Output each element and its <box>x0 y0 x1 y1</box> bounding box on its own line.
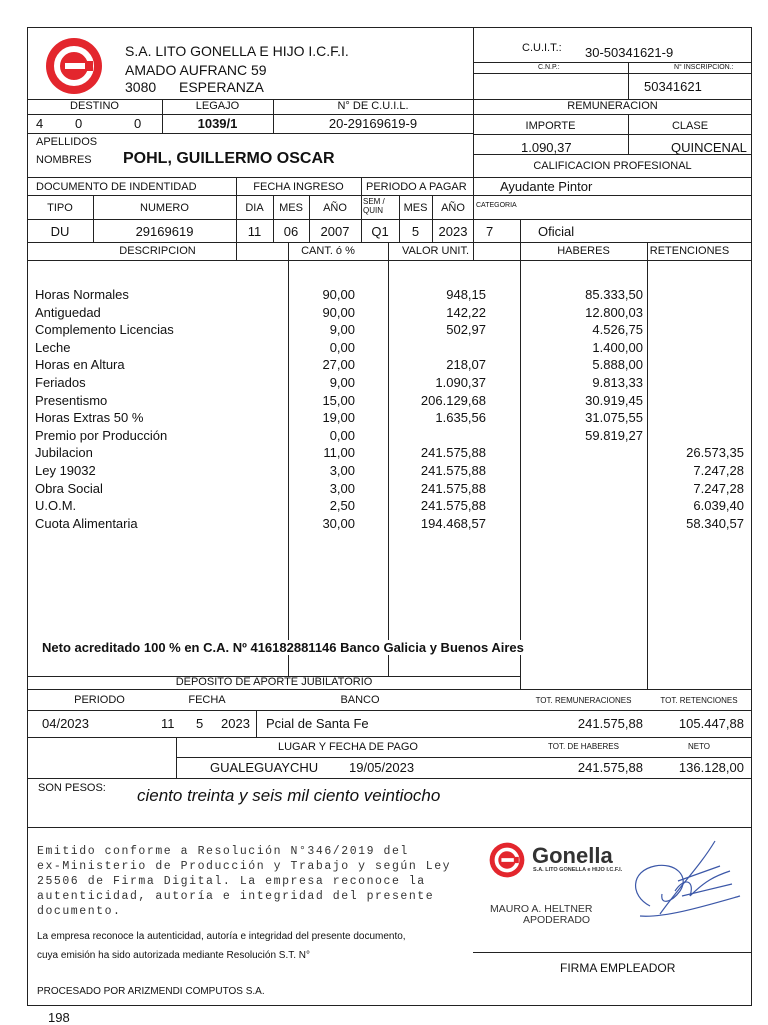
table-row-ret: 7.247,28 <box>693 462 744 478</box>
col-haberes: HABERES <box>557 245 610 257</box>
table-row-valor: 241.575,88 <box>420 445 486 461</box>
cuit-label: C.U.I.T.: <box>522 42 562 54</box>
calificacion-value: Ayudante Pintor <box>500 179 593 194</box>
periodo-label: PERIODO A PAGAR <box>366 181 467 193</box>
tipo-label: TIPO <box>47 202 73 214</box>
table-row-desc: Obra Social <box>35 480 103 496</box>
table-row-haberes <box>522 480 643 498</box>
tot-hab-value: 241.575,88 <box>577 760 643 775</box>
tot-ret-value: 105.447,88 <box>678 716 744 731</box>
cuil-label: N° DE C.U.I.L. <box>337 100 409 112</box>
gonella-logo-word: Gonella <box>532 843 613 868</box>
periodo-sq: Q1 <box>371 224 389 239</box>
ingreso-mes: 06 <box>283 224 299 239</box>
company-zip: 3080 <box>125 79 157 95</box>
table-row-haberes: 4.526,75 <box>592 322 643 338</box>
table-row-ret <box>649 392 744 410</box>
table-row-cant: 3,00 <box>329 462 355 478</box>
clase-value: QUINCENAL <box>671 140 747 155</box>
table-row-ret <box>649 427 744 445</box>
table-row-valor: 241.575,88 <box>420 498 486 514</box>
categoria-value: 7 <box>486 224 494 239</box>
cuil-value: 20-29169619-9 <box>328 116 418 131</box>
son-pesos-text: ciento treinta y seis mil ciento veintiocho <box>137 786 441 805</box>
page-number: 198 <box>48 1010 70 1025</box>
table-row-desc: Leche <box>35 339 71 355</box>
table-row-haberes: 5.888,00 <box>592 357 643 373</box>
clase-label: CLASE <box>671 120 709 132</box>
gonella-logo-sub: S.A. LITO GONELLA e HIJO I.C.F.I. <box>533 867 623 873</box>
table-row-valor <box>390 427 486 445</box>
company-name: S.A. LITO GONELLA E HIJO I.C.F.I. <box>125 43 349 59</box>
table-row-desc: Presentismo <box>35 392 108 408</box>
deposito-mes: 5 <box>196 716 204 731</box>
valor-column <box>390 286 486 532</box>
fecha-ingreso-label: FECHA INGRESO <box>253 181 344 193</box>
categoria-label: CATEGORIA <box>476 202 517 209</box>
table-row-desc: Feriados <box>35 374 86 390</box>
deposito-fecha-label: FECHA <box>188 694 226 706</box>
table-row-ret <box>649 286 744 304</box>
table-row-valor: 218,07 <box>446 357 486 373</box>
haberes-column <box>522 286 643 532</box>
table-row-valor: 241.575,88 <box>420 462 486 478</box>
mes-label: MES <box>279 202 303 214</box>
table-row-valor: 142,22 <box>446 304 486 320</box>
tot-rem-value: 241.575,88 <box>577 716 643 731</box>
doc-numero: 29169619 <box>135 224 194 239</box>
firmante-name: MAURO A. HELTNER <box>490 903 593 915</box>
deposito-periodo: 04/2023 <box>42 716 89 731</box>
inscripcion-value: 50341621 <box>644 79 702 94</box>
col-valor: VALOR UNIT. <box>401 245 470 257</box>
table-row-valor: 241.575,88 <box>420 480 486 496</box>
pago-lugar: GUALEGUAYCHU <box>210 760 319 775</box>
table-row-cant: 19,00 <box>322 410 355 426</box>
table-row-cant: 30,00 <box>322 515 355 531</box>
table-row-cant: 27,00 <box>322 357 355 373</box>
destino-1: 4 <box>36 116 44 131</box>
cuit-value: 30-50341621-9 <box>585 45 674 60</box>
table-row-desc: Premio por Producción <box>35 427 168 443</box>
pago-label: LUGAR Y FECHA DE PAGO <box>278 741 418 753</box>
calificacion-label: CALIFICACION PROFESIONAL <box>533 160 692 172</box>
table-row-ret <box>649 374 744 392</box>
gonella-logo-icon <box>489 842 525 878</box>
table-row-haberes: 85.333,50 <box>585 287 643 302</box>
remuneracion-label: REMUNERACION <box>567 100 658 112</box>
tot-hab-label: TOT. DE HABERES <box>548 742 619 751</box>
reconoce-line-1: La empresa reconoce la autenticidad, autoría e integridad del presente documento, <box>37 931 406 942</box>
table-row-haberes: 31.075,55 <box>585 410 643 426</box>
ingreso-dia: 11 <box>247 224 262 239</box>
table-row-valor: 1.635,56 <box>435 410 486 426</box>
emitido-block <box>37 844 451 919</box>
table-row-cant: 0,00 <box>329 427 355 443</box>
destino-label: DESTINO <box>70 100 119 112</box>
dia-label: DIA <box>245 202 264 214</box>
table-row-desc: Horas Extras 50 % <box>35 410 144 426</box>
periodo-anio: 2023 <box>438 224 468 239</box>
company-city: ESPERANZA <box>179 79 264 95</box>
table-row-desc: Jubilacion <box>35 445 93 461</box>
numero-label: NUMERO <box>140 202 189 214</box>
documento-label: DOCUMENTO DE INDENTIDAD <box>36 181 197 193</box>
table-row-haberes <box>522 462 643 480</box>
neto-label: NETO <box>687 742 711 751</box>
table-row-ret <box>649 409 744 427</box>
importe-label: IMPORTE <box>525 120 576 132</box>
table-row-haberes: 9.813,33 <box>592 374 643 390</box>
table-row-valor <box>390 339 486 357</box>
company-address: AMADO AUFRANC 59 <box>125 62 267 78</box>
col-descripcion: DESCRIPCION <box>119 245 196 257</box>
table-row-ret <box>649 321 744 339</box>
table-row-cant: 0,00 <box>329 339 355 355</box>
tot-ret-label: TOT. RETENCIONES <box>660 696 738 705</box>
col-cant: CANT. ó % <box>301 245 355 257</box>
legajo-label: LEGAJO <box>195 100 240 112</box>
retenciones-column <box>649 286 744 532</box>
emitido-line: ex-Ministerio de Producción y Trabajo y según Ley <box>37 860 452 873</box>
pago-fecha: 19/05/2023 <box>349 760 415 775</box>
signature-image <box>620 836 748 926</box>
neto-value: 136.128,00 <box>678 760 744 775</box>
table-row-cant: 11,00 <box>323 445 355 461</box>
table-row-desc: Ley 19032 <box>35 462 96 478</box>
legajo-value: 1039/1 <box>197 116 238 131</box>
doc-tipo: DU <box>50 224 70 239</box>
table-row-valor: 206.129,68 <box>420 392 486 408</box>
neto-note: Neto acreditado 100 % en C.A. Nº 416182881146 Banco Galicia y Buenos Aires <box>42 640 524 655</box>
deposito-anio: 2023 <box>221 716 250 731</box>
deposito-banco: Pcial de Santa Fe <box>266 716 369 731</box>
table-row-ret: 6.039,40 <box>693 498 744 514</box>
table-row-cant: 15,00 <box>322 392 355 408</box>
table-row-desc: Cuota Alimentaria <box>35 515 138 531</box>
table-row-haberes <box>522 515 643 533</box>
categoria-desc: Oficial <box>538 224 575 239</box>
deposito-dia: 11 <box>161 716 175 731</box>
nombres-label: NOMBRES <box>36 154 92 166</box>
cnp-label: C.N.P.: <box>538 64 560 71</box>
firma-empleador-label: FIRMA EMPLEADOR <box>560 961 676 975</box>
tot-rem-label: TOT. REMUNERACIONES <box>535 696 632 705</box>
table-row-cant: 9,00 <box>329 322 355 338</box>
table-row-ret: 58.340,57 <box>686 515 744 531</box>
apellidos-label: APELLIDOS <box>36 136 98 148</box>
table-row-haberes: 30.919,45 <box>585 392 643 408</box>
table-row-desc: Horas Normales <box>35 287 129 302</box>
table-row-ret <box>649 339 744 357</box>
table-row-haberes: 59.819,27 <box>585 427 643 443</box>
table-row-cant: 90,00 <box>322 287 355 302</box>
table-row-cant: 3,00 <box>329 480 355 496</box>
inscripcion-label: N° INSCRIPCION.: <box>674 64 734 71</box>
table-row-haberes: 1.400,00 <box>592 339 643 355</box>
table-row-desc: Horas en Altura <box>35 357 125 373</box>
table-row-valor: 1.090,37 <box>435 374 486 390</box>
table-row-valor: 502,97 <box>446 322 486 338</box>
reconoce-line-2: cuya emisión ha sido autorizada mediante Resolución S.T. N° <box>37 950 311 961</box>
emitido-line: documento. <box>37 905 122 918</box>
table-row-valor: 194.468,57 <box>420 515 486 531</box>
emitido-line: Emitido conforme a Resolución N°346/2019 del <box>37 845 409 858</box>
deposito-title: DEPOSITO DE APORTE JUBILATORIO <box>175 676 373 688</box>
son-pesos-label: SON PESOS: <box>38 782 106 794</box>
table-row-cant: 9,00 <box>329 374 355 390</box>
emitido-line: autenticidad, autoría e integridad del presente <box>37 890 435 903</box>
periodo-mes-label: MES <box>403 202 428 214</box>
procesado-label: PROCESADO POR ARIZMENDI COMPUTOS S.A. <box>37 986 265 997</box>
emitido-line: 25506 de Firma Digital. La empresa reconoce la <box>37 875 426 888</box>
table-row-valor: 948,15 <box>446 287 486 302</box>
deposito-banco-label: BANCO <box>340 694 380 706</box>
deposito-periodo-label: PERIODO <box>74 694 125 706</box>
ingreso-anio: 2007 <box>320 224 350 239</box>
table-row-desc: Antiguedad <box>35 304 101 320</box>
company-logo <box>45 37 103 95</box>
table-row-ret <box>649 356 744 374</box>
table-row-ret: 26.573,35 <box>686 445 744 461</box>
destino-3: 0 <box>134 116 142 131</box>
table-row-cant: 2,50 <box>329 498 355 514</box>
table-row-ret <box>649 304 744 322</box>
table-row-cant: 90,00 <box>322 304 355 320</box>
periodo-anio-label: AÑO <box>441 202 465 214</box>
destino-2: 0 <box>75 116 83 131</box>
firmante-cargo: APODERADO <box>523 914 591 926</box>
table-row-haberes <box>522 444 643 462</box>
col-retenciones: RETENCIONES <box>649 245 730 257</box>
employee-name: POHL, GUILLERMO OSCAR <box>123 150 335 167</box>
sem-quin-label: SEM / QUIN <box>363 197 385 215</box>
periodo-mes: 5 <box>411 224 420 239</box>
table-row-haberes: 12.800,03 <box>585 304 643 320</box>
table-row-ret: 7.247,28 <box>693 480 744 496</box>
anio-label: AÑO <box>323 202 347 214</box>
cant-column <box>290 286 355 532</box>
table-row-desc: Complemento Licencias <box>35 322 174 338</box>
importe-value: 1.090,37 <box>521 140 572 155</box>
table-row-desc: U.O.M. <box>35 498 77 514</box>
desc-column <box>35 286 285 532</box>
table-row-haberes <box>522 497 643 515</box>
